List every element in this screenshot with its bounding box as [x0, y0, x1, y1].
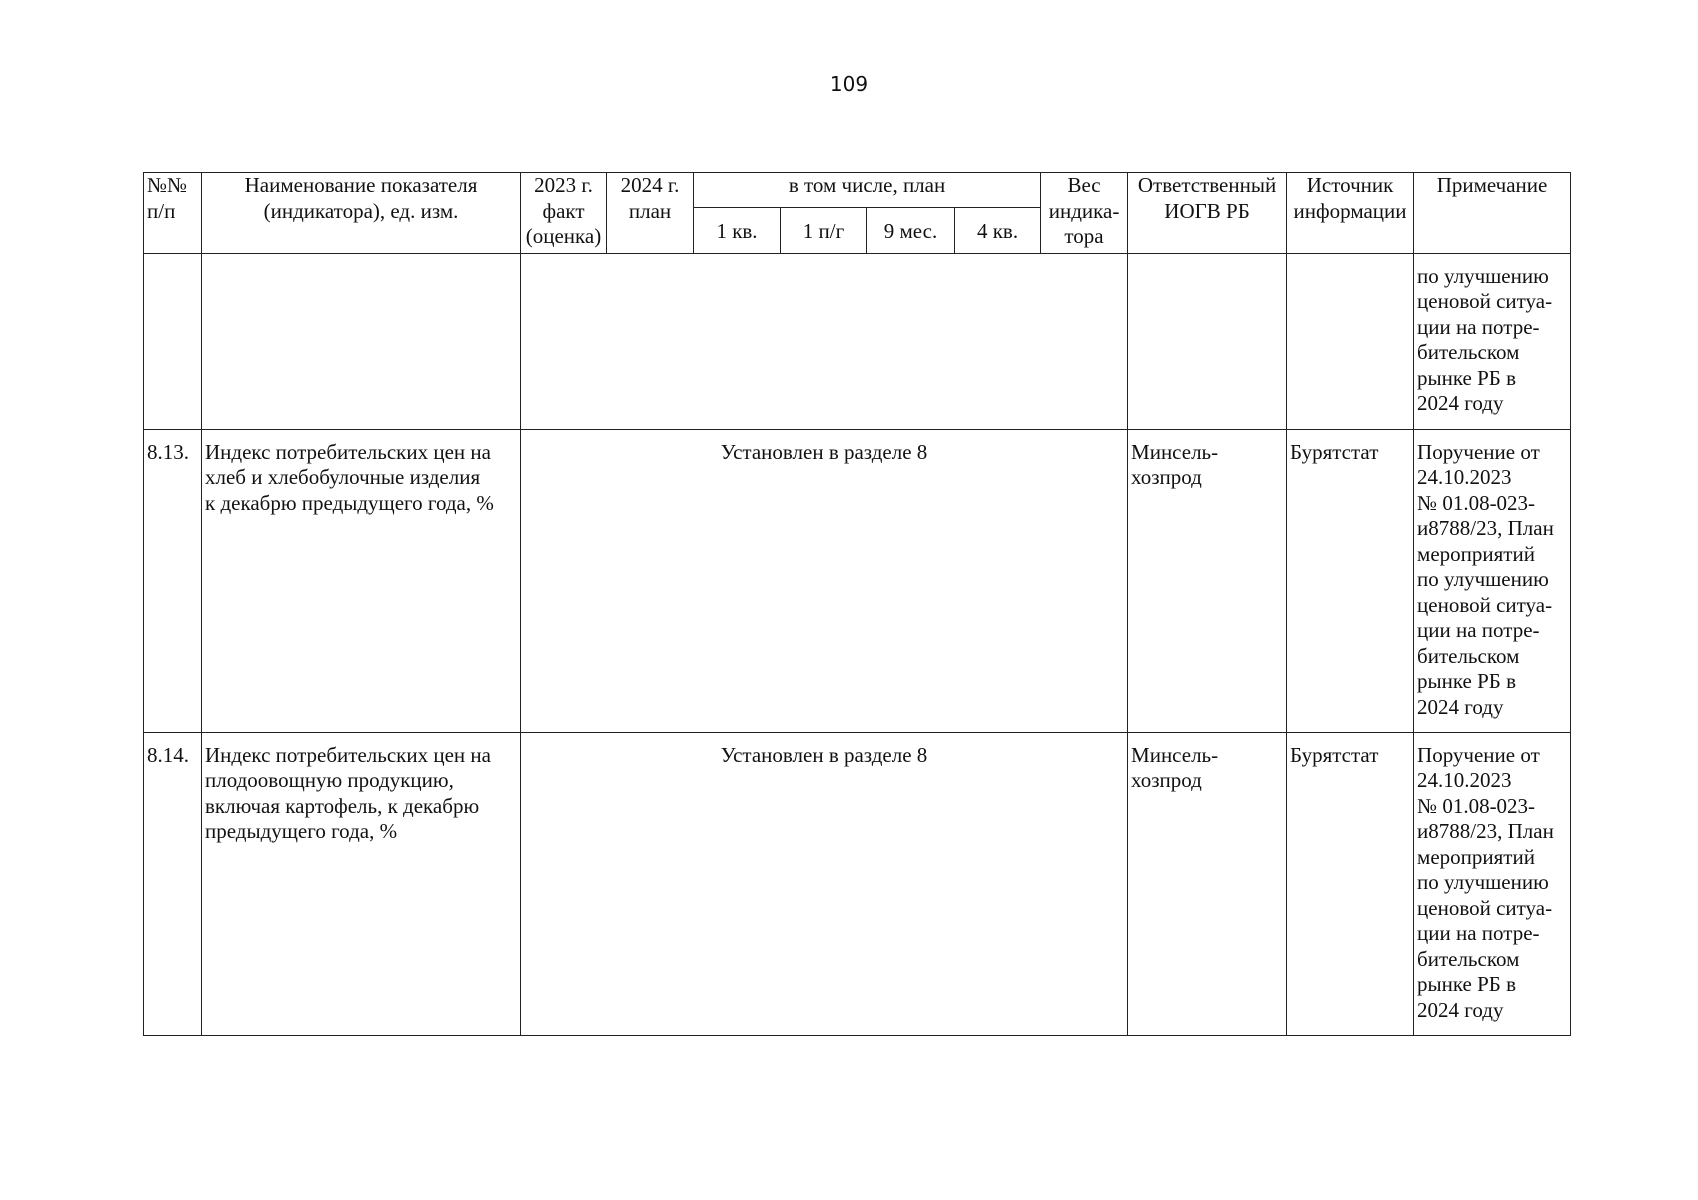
- row-num: 8.13.: [144, 429, 202, 732]
- indicators-table: [143, 172, 1571, 1036]
- header-h1: 1 п/г: [781, 207, 867, 253]
- row-value: [521, 253, 1128, 429]
- row-name: Индекс потребительских цен на хлеб и хлебобулочные изделия к декабрю предыдущего года, %: [202, 429, 521, 732]
- row-num: [144, 253, 202, 429]
- row-note: Поручение от 24.10.2023 № 01.08-023- и8788/23, План мероприятий по улучшению ценовой ситуа- ции на потре- бительском рынке РБ в 2024 году: [1414, 732, 1571, 1035]
- row-source: Бурятстат: [1287, 732, 1414, 1035]
- header-2024: 2024 г. план: [607, 173, 694, 254]
- header-responsible: Ответственный ИОГВ РБ: [1128, 173, 1287, 254]
- header-note: Примечание: [1414, 173, 1571, 254]
- table-row: [144, 253, 1571, 429]
- row-note: по улучшению ценовой ситуа- ции на потре- бительском рынке РБ в 2024 году: [1414, 253, 1571, 429]
- row-note: Поручение от 24.10.2023 № 01.08-023- и8788/23, План мероприятий по улучшению ценовой ситуа- ции на потре- бительском рынке РБ в 2024 году: [1414, 429, 1571, 732]
- table-row: [144, 732, 1571, 1035]
- header-q4: 4 кв.: [955, 207, 1041, 253]
- header-2023: 2023 г. факт (оценка): [521, 173, 607, 254]
- page-number: 109: [829, 72, 869, 96]
- header-9m: 9 мес.: [867, 207, 955, 253]
- table-body: [144, 253, 1571, 1035]
- row-num: 8.14.: [144, 732, 202, 1035]
- header-source: Источник информации: [1287, 173, 1414, 254]
- header-weight: Вес индика- тора: [1041, 173, 1128, 254]
- row-value: Установлен в разделе 8: [521, 732, 1128, 1035]
- row-name: Индекс потребительских цен на плодоовощную продукцию, включая картофель, к декабрю предыдущего года, %: [202, 732, 521, 1035]
- row-responsible: Минсель- хозпрод: [1128, 732, 1287, 1035]
- table-header: [144, 173, 1571, 254]
- row-value: Установлен в разделе 8: [521, 429, 1128, 732]
- row-responsible: [1128, 253, 1287, 429]
- header-num: №№ п/п: [144, 173, 202, 254]
- row-source: Бурятстат: [1287, 429, 1414, 732]
- row-source: [1287, 253, 1414, 429]
- row-responsible: Минсель- хозпрод: [1128, 429, 1287, 732]
- header-q1: 1 кв.: [694, 207, 781, 253]
- header-including-plan: в том числе, план: [694, 173, 1041, 208]
- row-name: [202, 253, 521, 429]
- header-name: Наименование показателя (индикатора), ед. изм.: [202, 173, 521, 254]
- table-row: [144, 429, 1571, 732]
